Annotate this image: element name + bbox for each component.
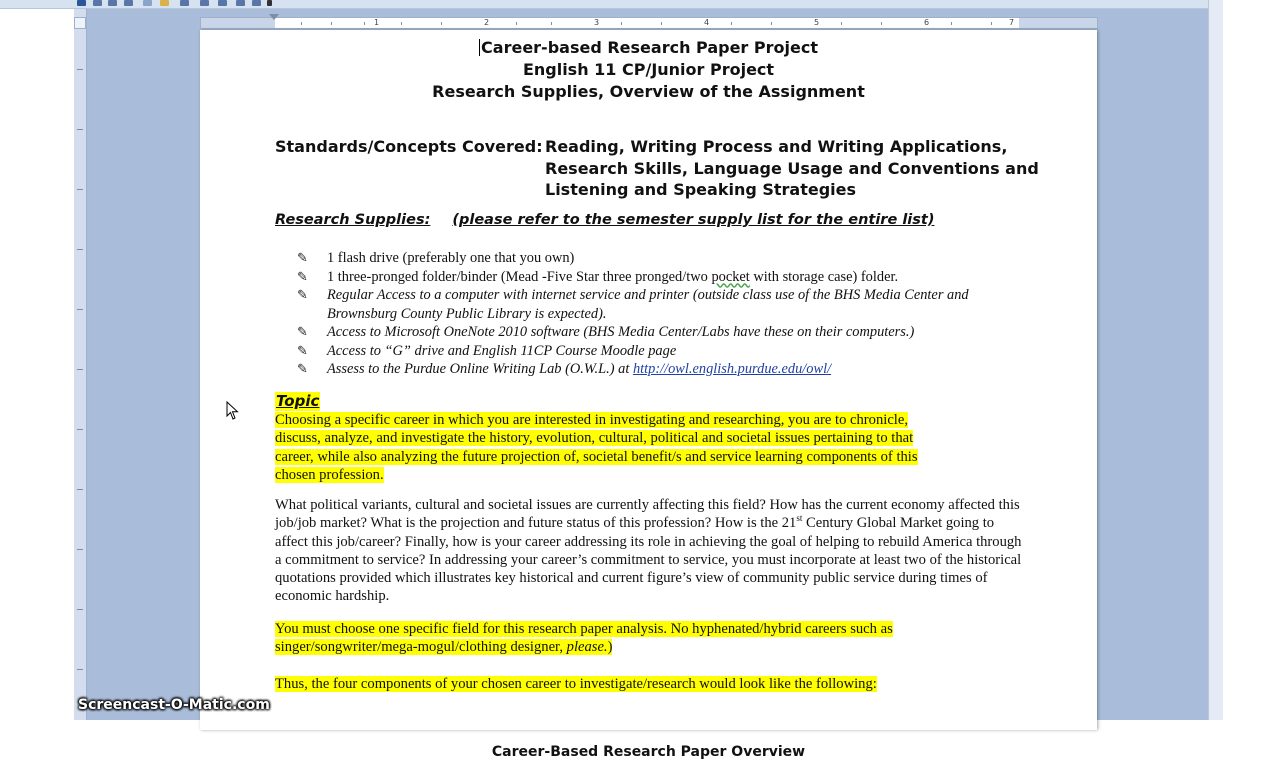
doc-title-line-3: Research Supplies, Overview of the Assignment	[432, 82, 865, 101]
pencil-bullet-icon: ✎	[297, 362, 308, 377]
undo-icon[interactable]	[108, 0, 117, 6]
topic-heading: Topic	[276, 392, 320, 410]
text-cursor	[479, 39, 480, 56]
print-icon[interactable]	[218, 0, 227, 6]
customize-toolbar-chevron-icon[interactable]	[267, 0, 272, 6]
save-icon[interactable]	[93, 0, 102, 6]
left-margin-area	[0, 9, 75, 720]
supply-item: ✎ 1 three-pronged folder/binder (Mead -Five Star three pronged/two pocket with storage case) folder.	[297, 268, 1037, 287]
horizontal-ruler[interactable]	[200, 17, 1098, 29]
right-panel	[1208, 0, 1280, 720]
supply-item: ✎ Access to “G” drive and English 11CP Course Moodle page	[297, 342, 1037, 361]
vertical-scrollbar[interactable]	[1208, 0, 1223, 720]
pencil-bullet-icon: ✎	[297, 269, 308, 285]
pencil-bullet-icon: ✎	[297, 288, 308, 303]
questions-paragraph: What political variants, cultural and societal issues are currently affecting this field? How has the current economy affected this job/job market? What is the projection and future status of this profession? How is the 21st Century Global Market going to affect this job/career? Finally, how is your career addressing its role in achieving the goal of helping to rebuild America through a commitment to service? In addressing your career’s commitment to service, you must incorporate at least two of the historical quotations provided which illustrates key historical and current figure’s view of community public service during times of economic hardship.	[275, 497, 1022, 605]
ruler-number-4: 4	[704, 18, 710, 27]
ruler-right-margin	[1019, 18, 1097, 28]
view-ruler-button[interactable]	[74, 17, 86, 29]
topic-paragraph: Choosing a specific career in which you are interested in investigating and researching, you are to chronicle, discuss, analyze, and investigate the history, evolution, cultural, political and societal issues pertaining to that career, while also analyzing the future projection of, societal benefit/s and service learning components of this chosen profession.	[275, 412, 918, 483]
supply-item: ✎ Access to Microsoft OneNote 2010 software (BHS Media Center/Labs have these on their computers.)	[297, 323, 1037, 342]
first-line-indent-marker[interactable]	[269, 14, 279, 20]
standards-line-2: Research Skills, Language Usage and Conventions and	[545, 158, 1039, 178]
document-page[interactable]	[200, 30, 1097, 760]
vertical-ruler[interactable]	[74, 9, 87, 720]
ruler-number-2: 2	[484, 18, 490, 27]
choose-paragraph: You must choose one specific field for this research paper analysis. No hyphenated/hybrid careers such as singer/songwriter/mega-mogul/clothing designer, please.)	[275, 621, 893, 656]
mouse-pointer-icon	[226, 401, 240, 421]
open-icon[interactable]	[160, 0, 169, 6]
next-section-heading: Career-Based Research Paper Overview	[491, 744, 806, 760]
ruler-number-3: 3	[594, 18, 600, 27]
pencil-bullet-icon: ✎	[297, 251, 308, 266]
new-document-icon[interactable]	[143, 0, 152, 6]
standards-line-3: Listening and Speaking Strategies	[545, 180, 857, 199]
ruler-number-5: 5	[814, 18, 820, 27]
redo-icon[interactable]	[124, 0, 133, 6]
supplies-heading: Research Supplies: (please refer to the semester supply list for the entire list)	[275, 212, 935, 228]
thus-paragraph: Thus, the four components of your chosen career to investigate/research would look like the following:	[275, 676, 877, 692]
ruler-number-7: 7	[1009, 18, 1015, 27]
spelling-icon[interactable]	[236, 0, 245, 6]
pencil-bullet-icon: ✎	[297, 325, 308, 340]
zoom-icon[interactable]	[252, 0, 261, 6]
word-app-icon[interactable]	[77, 0, 86, 6]
pencil-bullet-icon: ✎	[297, 343, 308, 359]
quick-access-toolbar	[0, 0, 1280, 9]
supply-item: ✎ Assess to the Purdue Online Writing Lab (O.W.L.) at http://owl.english.purdue.edu/owl/	[297, 360, 1037, 379]
standards-label: Standards/Concepts Covered:	[275, 137, 543, 156]
email-icon[interactable]	[200, 0, 209, 6]
ruler-number-6: 6	[924, 18, 930, 27]
screencast-watermark: Screencast-O-Matic.com	[78, 697, 270, 713]
doc-title-line-2: English 11 CP/Junior Project	[522, 60, 775, 79]
supply-item: ✎ 1 flash drive (preferably one that you own)	[297, 249, 1037, 268]
ruler-number-1: 1	[374, 18, 380, 27]
purdue-owl-link[interactable]: http://owl.english.purdue.edu/owl/	[632, 361, 832, 377]
supplies-list	[297, 249, 1037, 379]
ruler-left-margin	[201, 18, 275, 28]
doc-title-line-1: Career-based Research Paper Project	[481, 38, 818, 57]
standards-line-1: Reading, Writing Process and Writing Applications,	[545, 137, 1008, 156]
supply-item: ✎ Regular Access to a computer with internet service and printer (outside class use of the BHS Media Center and Brownsburg County Public Library is expected).	[297, 287, 969, 322]
print-preview-icon[interactable]	[180, 0, 189, 6]
